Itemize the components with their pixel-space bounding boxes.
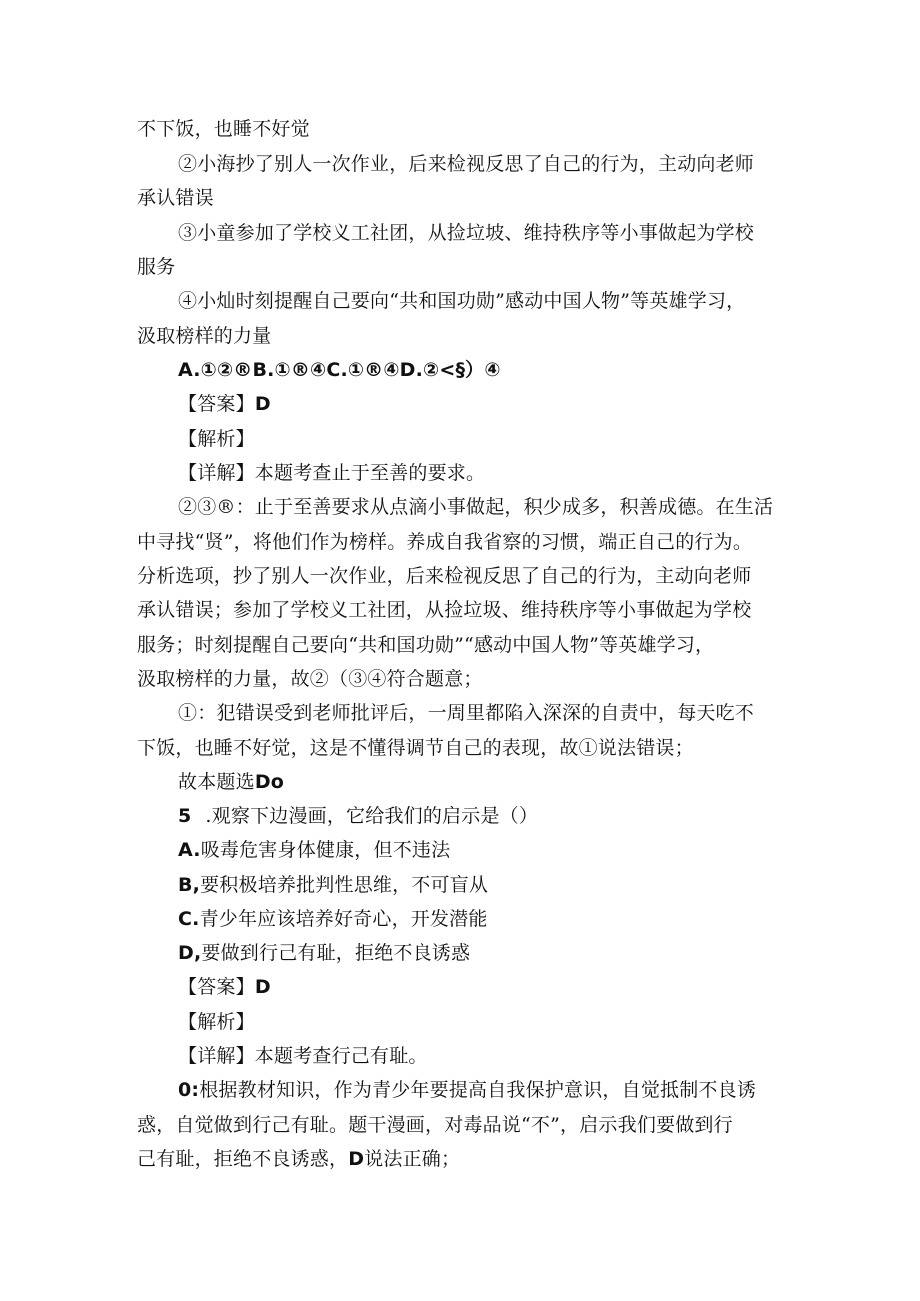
analysis-label: 【解析】 xyxy=(178,428,255,450)
question-text: .观察下边漫画，它给我们的启示是（） xyxy=(205,805,539,827)
text-line: 汲取榜样的力量 xyxy=(137,325,272,347)
explanation-text: 己有耻，拒绝不良诱惑， xyxy=(137,1148,349,1170)
answer-choices: A.①②®B.①®④C.①®④D.②<§）④ xyxy=(178,359,501,381)
option-statement-3: ③小童参加了学校义工社团，从捡垃坡、维持秩序等小事做起为学校 xyxy=(178,222,755,244)
conclusion-line xyxy=(178,770,284,794)
choice-letter: B, xyxy=(178,874,201,896)
choice-d xyxy=(178,941,470,965)
choice-a xyxy=(178,838,450,862)
choice-text: 吸毒危害身体健康，但不违法 xyxy=(200,839,451,861)
explanation-line xyxy=(137,1147,460,1171)
analysis-label: 【解析】 xyxy=(178,1011,255,1033)
answer-label xyxy=(178,975,271,999)
choice-b xyxy=(178,873,488,897)
detail-label: 【详解】本题考查行己有耻。 xyxy=(178,1045,428,1067)
explanation-line: 下饭，也睡不好觉，这是不懂得调节自己的表现，故①说法错误； xyxy=(137,737,694,759)
explanation-line xyxy=(178,1078,756,1102)
explanation-line: ②③®：止于至善要求从点滴小事做起，积少成多，积善成德。在生活 xyxy=(178,496,774,518)
text-line: 不下饭，也睡不好觉 xyxy=(137,118,310,140)
detail-label: 【详解】本题考查止于至善的要求。 xyxy=(178,462,486,484)
answer-label xyxy=(178,392,271,416)
explanation-answer: D xyxy=(348,1148,365,1170)
explanation-line: ①：犯错误受到老师批评后，一周里都陷入深深的自责中，每天吃不 xyxy=(178,702,755,724)
option-statement-4: ④小灿时刻提醒自己要向“共和国功勋”感动中国人物”等英雄学习， xyxy=(178,290,746,312)
question-5 xyxy=(178,804,538,828)
choice-c xyxy=(178,907,488,931)
explanation-line: 惑，自觉做到行己有耻。题干漫画，对毒品说“不”，启示我们要做到行 xyxy=(137,1114,733,1136)
explanation-line: 服务；时刻提醒自己要向“共和国功勋”“感动中国人物”等英雄学习， xyxy=(137,634,715,656)
choice-letter: C. xyxy=(178,908,200,930)
choice-text: 青少年应该培养好奇心，开发潜能 xyxy=(199,908,488,930)
answer-tag: 【答案】 xyxy=(178,976,255,998)
explanation-line: 汲取榜样的力量，故②（③④符合题意； xyxy=(137,668,483,690)
answer-value: D xyxy=(254,393,271,415)
option-statement-2: ②小海抄了别人一次作业，后来检视反思了自己的行为，主动向老师 xyxy=(178,153,755,175)
choice-text: 要做到行己有耻，拒绝不良诱惑 xyxy=(201,942,471,964)
explanation-line: 承认错误；参加了学校义工社团，从捡垃圾、维持秩序等小事做起为学校 xyxy=(137,599,752,621)
text-line: 承认错误 xyxy=(137,187,214,209)
choice-letter: D, xyxy=(178,942,202,964)
conclusion-answer: Do xyxy=(254,771,285,793)
explanation-text: 根据教材知识，作为青少年要提高自我保护意识，自觉抵制不良诱 xyxy=(199,1079,757,1101)
answer-tag: 【答案】 xyxy=(178,393,255,415)
conclusion-text: 故本题选 xyxy=(178,771,255,793)
answer-value: D xyxy=(254,976,271,998)
explanation-marker: 0: xyxy=(178,1079,200,1101)
explanation-line: 中寻找“贤”，将他们作为榜样。养成自我省察的习惯，端正自己的行为。 xyxy=(137,531,753,553)
choice-letter: A. xyxy=(178,839,201,861)
choice-text: 要积极培养批判性思维，不可盲从 xyxy=(200,874,489,896)
question-number: 5 xyxy=(178,805,192,827)
explanation-line: 分析选项，抄了别人一次作业，后来检视反思了自己的行为，主动向老师 xyxy=(137,565,752,587)
text-line: 服务 xyxy=(137,256,176,278)
explanation-text: 说法正确； xyxy=(364,1148,461,1170)
